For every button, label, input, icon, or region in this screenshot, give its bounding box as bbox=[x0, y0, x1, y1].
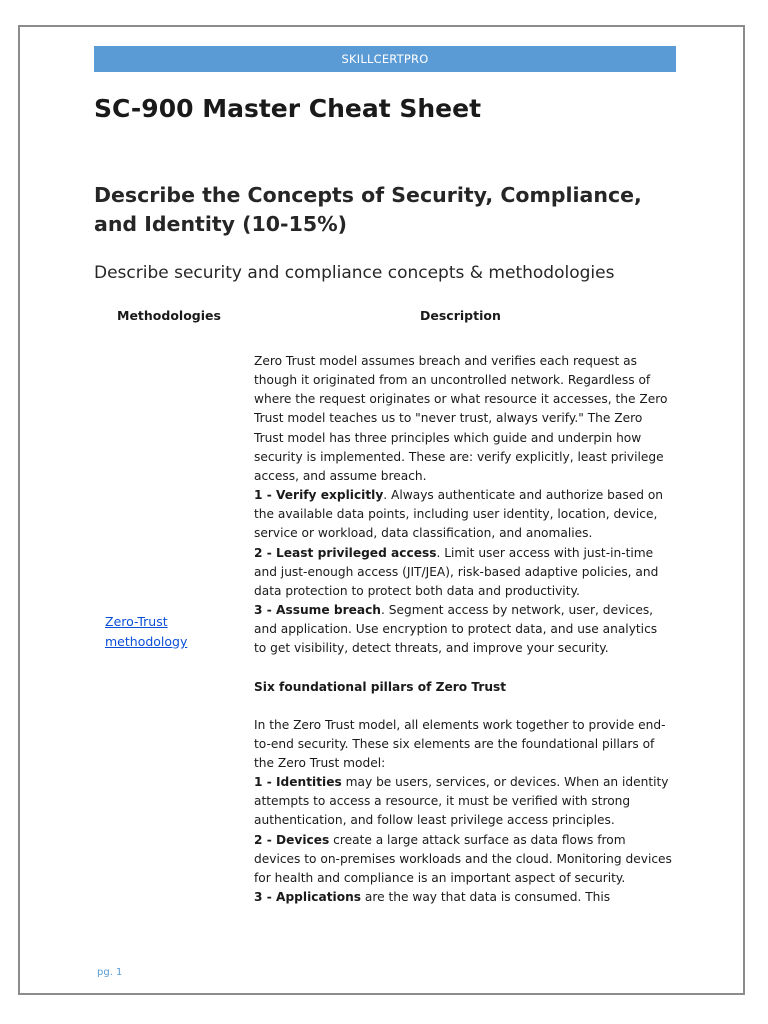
principle-label: 2 - Least privileged access bbox=[254, 545, 437, 560]
description-cell bbox=[254, 352, 672, 907]
zero-trust-intro: Zero Trust model assumes breach and verifies each request as though it originated from an uncontrolled network. Regardless of where the request originates or what resource it accesses, the Zero Trust model teaches us to "never trust, always verify." The Zero Trust model has three principles which guide and underpin how security is implemented. These are: verify explicitly, least privilege access, and assume breach. bbox=[254, 354, 668, 483]
document-page bbox=[18, 25, 745, 995]
pillars-intro: In the Zero Trust model, all elements work together to provide end-to-end security. These six elements are the foundational pillars of the Zero Trust model: bbox=[254, 717, 666, 770]
pillar-text: may be users, services, or devices. When an identity attempts to access a resource, it must be verified with strong authentication, and follow least privilege access principles. bbox=[254, 775, 669, 828]
principle-item bbox=[254, 486, 672, 543]
column-header-description: Description bbox=[420, 308, 501, 323]
principle-item bbox=[254, 601, 672, 658]
zero-trust-methodology-link[interactable]: Zero-Trust methodology bbox=[105, 614, 188, 649]
section-heading: Describe the Concepts of Security, Compliance, and Identity (10-15%) bbox=[94, 183, 642, 236]
principle-label: 1 - Verify explicitly bbox=[254, 488, 384, 503]
principle-label: 3 - Assume breach bbox=[254, 603, 381, 618]
header-band: SKILLCERTPRO bbox=[94, 46, 676, 72]
page-number: pg. 1 bbox=[97, 967, 123, 978]
pillar-item bbox=[254, 773, 672, 830]
pillar-item bbox=[254, 831, 672, 888]
column-header-methodologies: Methodologies bbox=[117, 308, 221, 323]
page-title: SC-900 Master Cheat Sheet bbox=[94, 94, 482, 123]
pillar-label: 1 - Identities bbox=[254, 775, 342, 790]
pillar-text: are the way that data is consumed. This bbox=[361, 890, 611, 905]
pillars-heading bbox=[254, 678, 672, 697]
principle-item bbox=[254, 544, 672, 601]
section-subheading: Describe security and compliance concepts & methodologies bbox=[94, 263, 615, 283]
principle-text: . Segment access by network, user, devices, and application. Use encryption to protect data, and use analytics to get visibility, detect threats, and improve your security. bbox=[254, 603, 658, 656]
principle-text: . Limit user access with just-in-time and just-enough access (JIT/JEA), risk-based adaptive policies, and data protection to protect both data and productivity. bbox=[254, 545, 659, 598]
pillar-text: create a large attack surface as data flows from devices to on-premises workloads and the cloud. Monitoring devices for health and compliance is an important aspect of security. bbox=[254, 832, 672, 885]
pillars-heading-text: Six foundational pillars of Zero Trust bbox=[254, 679, 507, 694]
spacer bbox=[254, 659, 672, 678]
principle-text: . Always authenticate and authorize based on the available data points, including user identity, location, device, service or workload, data classification, and anomalies. bbox=[254, 488, 664, 541]
pillar-label: 2 - Devices bbox=[254, 832, 330, 847]
pillar-label: 3 - Applications bbox=[254, 890, 362, 905]
spacer bbox=[254, 697, 672, 716]
pillar-item bbox=[254, 888, 672, 907]
